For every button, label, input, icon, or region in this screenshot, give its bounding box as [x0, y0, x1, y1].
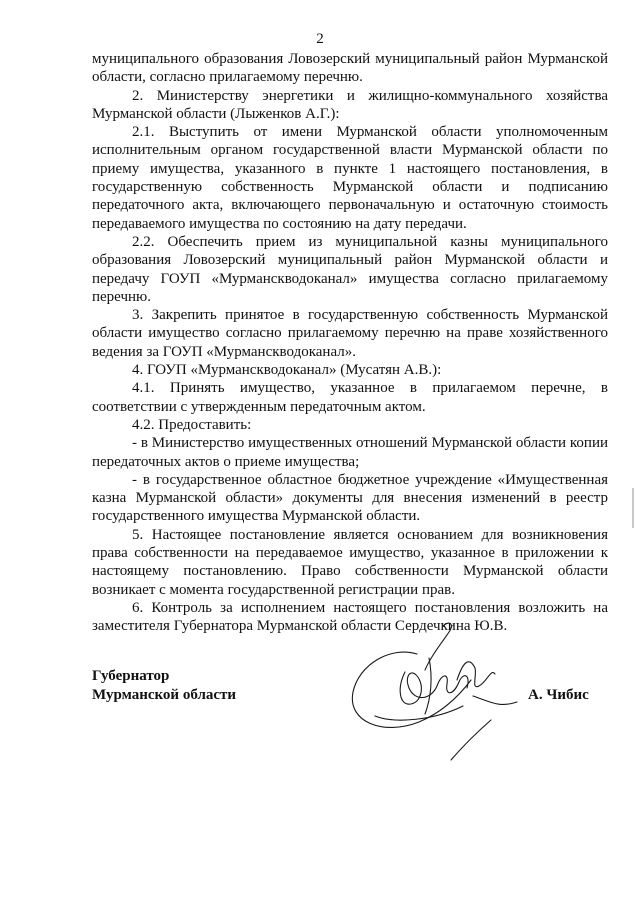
signatory-title: [92, 667, 236, 705]
signatory-name: А. Чибис: [528, 687, 589, 703]
paragraph-item-4-2: 4.2. Предоставить:: [132, 416, 252, 433]
paragraph-item-4-1: 4.1. Принять имущество, указанное в прилагаемом перечне, в соответствии с утвержденным передаточным актом.: [92, 380, 608, 415]
signatory-title-line2: Мурманской области: [92, 687, 237, 703]
paragraph-item-4: 4. ГОУП «Мурманскводоканал» (Мусатян А.В.):: [132, 362, 442, 379]
paragraph-item-3: 3. Закрепить принятое в государственную собственность Мурманской области имущество согласно прилагаемому перечню на праве хозяйственного ведения за ГОУП «Мурманскводоканал».: [92, 307, 608, 360]
document-body: [92, 50, 608, 636]
paragraph-item-6: 6. Контроль за исполнением настоящего постановления возложить на заместителя Губернатора Мурманской области Сердечкина Ю.В.: [92, 599, 608, 635]
paragraph-item-2-1: 2.1. Выступить от имени Мурманской области уполномоченным исполнительным органом государственной власти Мурманской области по приему имущества, указанного в пункте 1 настоящего постановления, в государственную собственность Мурманской области и подписанию передаточного акта, включающего первоначальную и остаточную стоимость передаваемого имущества по состоянию на дату передачи.: [92, 124, 608, 232]
paragraph-item-2: 2. Министерству энергетики и жилищно-коммунального хозяйства Мурманской области (Лыженков А.Г.):: [92, 87, 608, 122]
paragraph-item-2-2: 2.2. Обеспечить прием из муниципальной казны муниципального образования Ловозерский муниципальный район Мурманской области и передачу ГОУП «Мурманскводоканал» имущества согласно прилагаемому перечню.: [92, 233, 608, 305]
paragraph-bullet-2: - в государственное областное бюджетное учреждение «Имущественная казна Мурманской области» документы для внесения изменений в реестр государственного имущества Мурманской области.: [92, 471, 608, 525]
signatory-title-line1: Губернатор: [92, 668, 170, 684]
paragraph-continuation: муниципального образования Ловозерский муниципальный район Мурманской области, согласно прилагаемому перечню.: [92, 51, 608, 86]
page-number: 2: [316, 31, 324, 47]
scan-edge-mark: [632, 488, 634, 528]
paragraph-bullet-1: - в Министерство имущественных отношений Мурманской области копии передаточных актов о приеме имущества;: [92, 435, 608, 470]
paragraph-item-5: 5. Настоящее постановление является основанием для возникновения права собственности на передаваемое имущество, указанное в приложении к настоящему постановлению. Право собственности Мурманской области возникает с момента государственной регистрации прав.: [92, 526, 608, 598]
handwritten-signature: [345, 618, 525, 768]
